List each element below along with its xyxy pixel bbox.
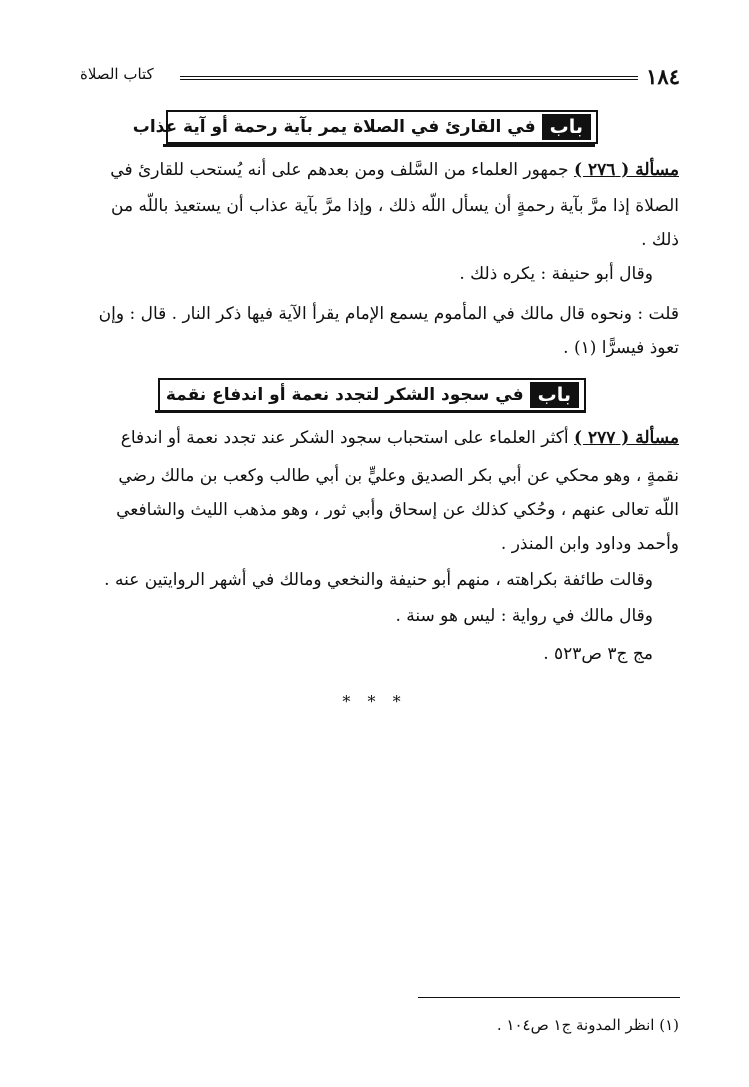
bab-label: باب <box>530 382 579 408</box>
bab-label: باب <box>542 114 591 140</box>
masala-label: مسألة ( ٢٧٦ ) <box>573 160 679 180</box>
bab-title: في سجود الشكر لتجدد نعمة أو اندفاع نقمة <box>165 385 524 405</box>
bab-title: في القارئ في الصلاة يمر بآية رحمة أو آية عذاب <box>132 117 536 137</box>
section-separator: * * * <box>342 692 407 711</box>
paragraph-line: قلت : ونحوه قال مالك في المأموم يسمع الإمام يقرأ الآية فيها ذكر النار . قال : وإن <box>98 304 679 324</box>
bab-box-shadow <box>163 144 595 147</box>
paragraph-line: وقال أبو حنيفة : يكره ذلك . <box>459 264 653 284</box>
book-title: كتاب الصلاة <box>80 65 154 83</box>
text-run: أكثر العلماء على استحباب سجود الشكر عند تجدد نعمة أو اندفاع <box>120 428 569 448</box>
bab-heading-1 <box>132 110 598 144</box>
paragraph-line <box>110 160 679 180</box>
page-number: ١٨٤ <box>646 64 680 89</box>
paragraph-line: نقمةٍ ، وهو محكي عن أبي بكر الصديق وعليٍّ بن أبي طالب وكعب بن مالك رضي <box>118 466 679 486</box>
footnote: (١) انظر المدونة ج١ ص١٠٤ . <box>496 1016 679 1034</box>
page-header <box>80 64 680 90</box>
paragraph-line: اللّه تعالى عنهم ، وحُكي كذلك عن إسحاق وأبي ثور ، وهو مذهب الليث والشافعي <box>116 500 679 520</box>
header-rule-double <box>180 79 638 80</box>
bab-heading-2 <box>158 378 586 412</box>
header-rule <box>180 76 638 77</box>
paragraph-line: تعوذ فيسرًّا (١) . <box>563 338 679 358</box>
footnote-rule <box>418 997 680 998</box>
paragraph-line: مج ج٣ ص٥٢٣ . <box>543 644 653 664</box>
paragraph-line: وأحمد وداود وابن المنذر . <box>500 534 679 554</box>
paragraph-line: الصلاة إذا مرَّ بآية رحمةٍ أن يسأل اللّه ذلك ، وإذا مرَّ بآية عذاب أن يستعيذ باللّه من <box>111 196 679 216</box>
paragraph-line: وقال مالك في رواية : ليس هو سنة . <box>395 606 653 626</box>
paragraph-line: وقالت طائفة بكراهته ، منهم أبو حنيفة والنخعي ومالك في أشهر الروايتين عنه . <box>104 570 653 590</box>
paragraph-line: ذلك . <box>641 230 679 250</box>
text-run: جمهور العلماء من السَّلف ومن بعدهم على أنه يُستحب للقارئ في <box>110 160 569 180</box>
masala-label: مسألة ( ٢٧٧ ) <box>573 428 679 448</box>
paragraph-line <box>121 428 679 448</box>
